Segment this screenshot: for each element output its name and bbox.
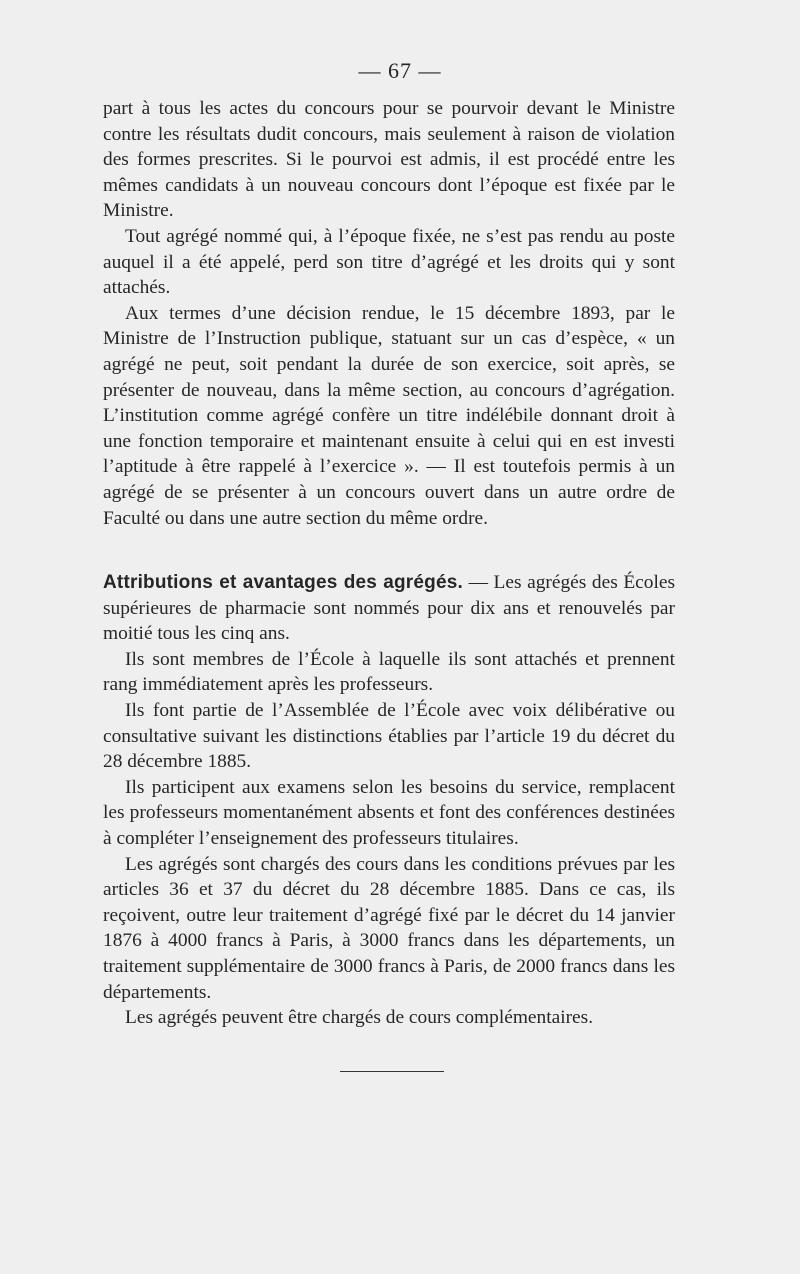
- paragraph-continuation: part à tous les actes du concours pour se pourvoir devant le Ministre contre les résultats dudit concours, mais seulement à raison de violation des formes prescrites. Si le pourvoi est admis, il est procédé entre les mêmes candidats à un nouveau concours dont l’époque est fixée par le Ministre.: [103, 98, 675, 222]
- paragraph-ministerial-decision: Aux termes d’une décision rendue, le 15 décembre 1893, par le Ministre de l’Instruction publique, statuant sur un cas d’espèce, « un agrégé ne peut, soit pendant la durée de son exercice, soit après, se présenter de nouveau, dans la même section, au concours d’agrégation. L’institution comme agrégé confère un titre indélébile donnant droit à une fonction temporaire et maintenant ensuite à celui qui en est investi l’aptitude à être rappelé à l’exercice ». — Il est toutefois permis à un agrégé de se présenter à un concours ouvert dans un autre ordre de Faculté ou dans une autre section du même ordre.: [103, 302, 675, 529]
- section-intro: — Les agrégés des Écoles supérieures de pharmacie sont nommés pour dix ans et renouvelés par moitié tous les cinq ans.: [103, 572, 676, 645]
- section-heading: Attributions et avantages des agrégés.: [103, 572, 463, 593]
- paragraph-courses-salary: Les agrégés sont chargés des cours dans les conditions prévues par les articles 36 et 37 du décret du 28 décembre 1885. Dans ce cas, ils reçoivent, outre leur traitement d’agrégé fixé par le décret du 14 janvier 1876 à 4000 francs à Paris, à 3000 francs dans les départements, un traitement supplémentaire de 3000 francs à Paris, de 2000 francs dans les départements.: [103, 853, 675, 1003]
- paragraph-membership: Ils sont membres de l’École à laquelle ils sont attachés et prennent rang immédiatement après les professeurs.: [103, 648, 675, 696]
- page-number: — 67 —: [358, 58, 442, 83]
- paragraph-examinations: Ils participent aux examens selon les besoins du service, remplacent les professeurs momentanément absents et font des conférences destinées à compléter l’enseignement des professeurs titulaires.: [103, 776, 675, 849]
- paragraph-assembly: Ils font partie de l’Assemblée de l’École avec voix délibérative ou consultative suivant les distinctions établies par l’article 19 du décret du 28 décembre 1885.: [103, 699, 675, 773]
- paragraph-complementary-courses: Les agrégés peuvent être chargés de cours complémentaires.: [125, 1007, 594, 1029]
- end-rule-divider: [340, 1071, 444, 1072]
- text-block-top: [103, 96, 675, 531]
- section-paragraph: [103, 570, 675, 647]
- paragraph-forfeiture: Tout agrégé nommé qui, à l’époque fixée, ne s’est pas rendu au poste auquel il a été appelé, perd son titre d’agrégé et les droits qui y sont attachés.: [103, 225, 675, 299]
- text-block-attributions: [103, 570, 675, 1031]
